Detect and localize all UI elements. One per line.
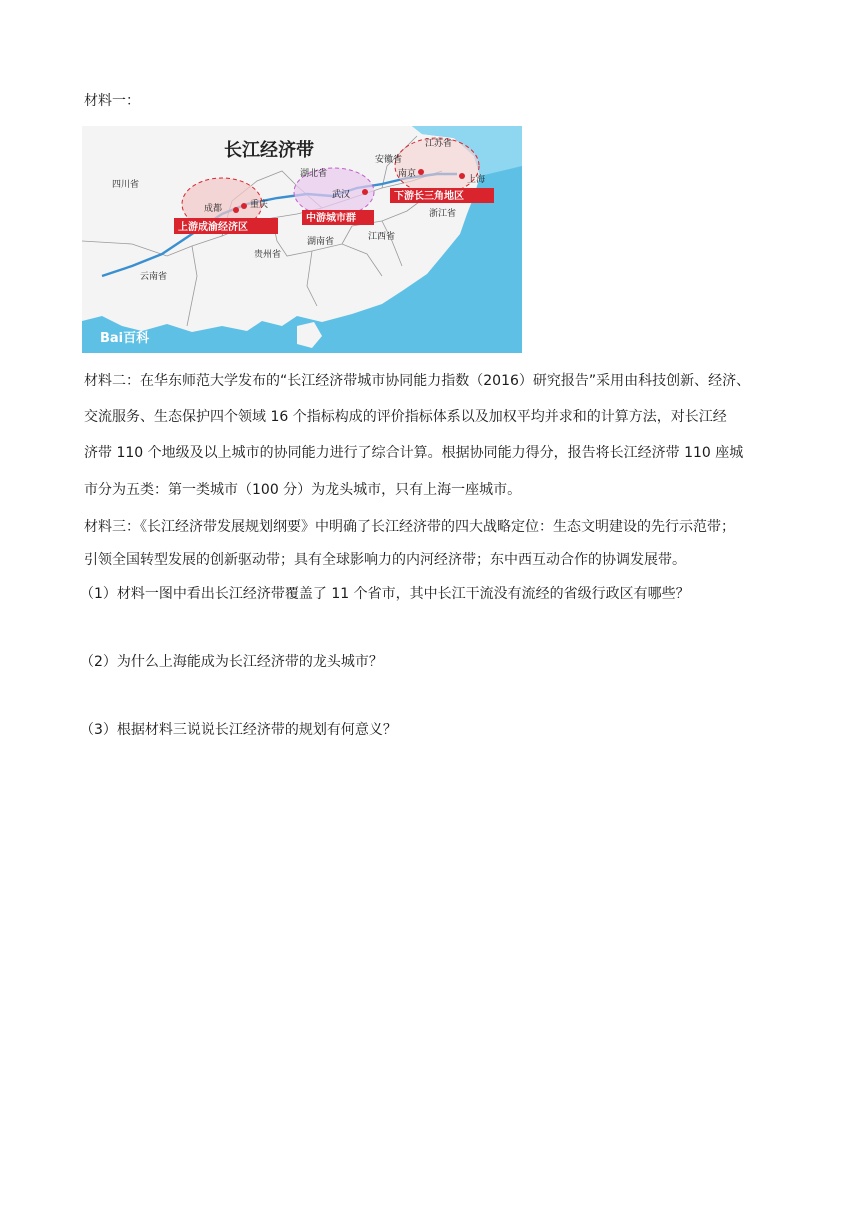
- yangtze-economic-belt-map: [82, 126, 522, 353]
- material3-line-2: 引领全国转型发展的创新驱动带；具有全球影响力的内河经济带；东中西互动合作的协调发展带。: [84, 552, 686, 568]
- map-title: 长江经济带: [224, 140, 314, 161]
- city-nanjing: 南京: [398, 169, 417, 179]
- material3-line-1: 材料三：《长江经济带发展规划纲要》中明确了长江经济带的四大战略定位：生态文明建设的先行示范带；: [84, 519, 735, 535]
- region-upper: 上游成渝经济区: [178, 222, 248, 233]
- province-yunnan: 云南省: [140, 272, 168, 282]
- material1-label: 材料一：: [84, 93, 140, 109]
- question-1: （1）材料一图中看出长江经济带覆盖了 11 个省市，其中长江干流没有流经的省级行政区有哪些？: [80, 586, 690, 602]
- region-middle: 中游城市群: [306, 213, 356, 224]
- city-chengdu: 成都: [204, 204, 223, 214]
- city-wuhan: 武汉: [332, 190, 351, 200]
- city-chongqing: 重庆: [250, 200, 269, 210]
- material2-line-3: 济带 110 个地级及以上城市的协同能力进行了综合计算。根据协同能力得分，报告将长江经济带 110 座城: [84, 445, 744, 461]
- material2-line-4: 市分为五类：第一类城市（100 分）为龙头城市，只有上海一座城市。: [84, 482, 522, 498]
- province-sichuan: 四川省: [112, 180, 140, 190]
- question-3: （3）根据材料三说说长江经济带的规划有何意义？: [80, 722, 397, 738]
- province-guizhou: 贵州省: [254, 250, 282, 260]
- baidu-watermark: Bai百科: [100, 331, 150, 346]
- province-jiangsu: 江苏省: [425, 139, 453, 149]
- province-hunan: 湖南省: [307, 237, 335, 247]
- province-jiangxi: 江西省: [368, 232, 396, 242]
- material2-line-2: 交流服务、生态保护四个领域 16 个指标构成的评价指标体系以及加权平均并求和的计算方法，对长江经: [84, 409, 727, 425]
- province-hubei: 湖北省: [300, 169, 328, 179]
- province-zhejiang: 浙江省: [429, 209, 457, 219]
- city-shanghai: 上海: [467, 175, 486, 185]
- material2-line-1: 材料二：在华东师范大学发布的“长江经济带城市协同能力指数（2016）研究报告”采用由科技创新、经济、: [84, 373, 751, 389]
- question-2: （2）为什么上海能成为长江经济带的龙头城市？: [80, 654, 383, 670]
- province-anhui: 安徽省: [375, 155, 403, 165]
- region-lower: 下游长三角地区: [394, 191, 464, 202]
